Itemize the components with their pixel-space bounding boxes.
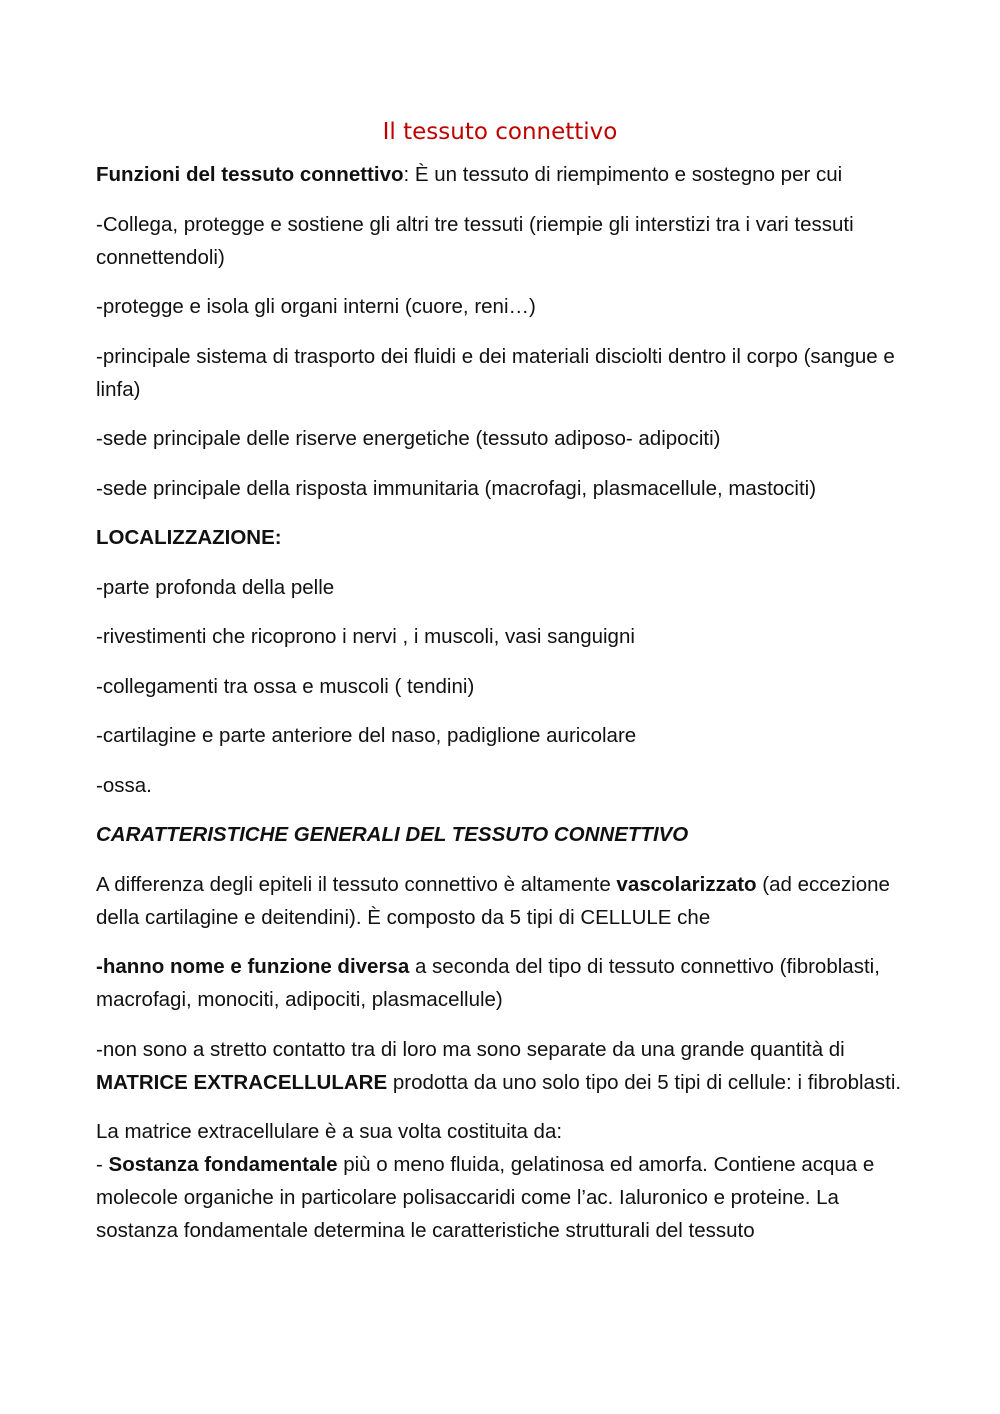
cell-names-term: -hanno nome e funzione diversa bbox=[96, 955, 410, 978]
sostanza-paragraph bbox=[96, 1148, 904, 1247]
localizzazione-item: -collegamenti tra ossa e muscoli ( tendini) bbox=[96, 674, 475, 698]
document-title: Il tessuto connettivo bbox=[382, 119, 618, 145]
function-item: -protegge e isola gli organi interni (cuore, reni…) bbox=[96, 295, 536, 318]
function-item: -sede principale della risposta immunitaria (macrofagi, plasmacellule, mastociti) bbox=[96, 476, 817, 500]
localizzazione-item: -ossa. bbox=[96, 773, 152, 797]
intro-label: Funzioni del tessuto connettivo bbox=[96, 163, 404, 186]
caratteristiche-paragraph-1 bbox=[96, 868, 904, 934]
function-item: -Collega, protegge e sostiene gli altri tre tessuti (riempie gli interstizi tra i vari tessuti connettendoli) bbox=[96, 212, 854, 269]
localizzazione-heading: LOCALIZZAZIONE: bbox=[96, 526, 282, 549]
caratteristiche-paragraph-2 bbox=[96, 950, 904, 1016]
text-run: -non sono a stretto contatto tra di loro ma sono separate da una grande quantità di bbox=[96, 1037, 845, 1061]
text-run: A differenza degli epiteli il tessuto connettivo è altamente bbox=[96, 872, 617, 896]
function-item: -sede principale delle riserve energetiche (tessuto adiposo- adipociti) bbox=[96, 427, 721, 450]
matrice-term: MATRICE EXTRACELLULARE bbox=[96, 1070, 388, 1094]
text-run: - bbox=[96, 1153, 109, 1176]
intro-paragraph bbox=[96, 158, 904, 191]
text-run: (ad eccezione della cartilagine e deitendini). È composto da 5 tipi di CELLULE che bbox=[96, 872, 890, 929]
sostanza-term: Sostanza fondamentale bbox=[108, 1153, 338, 1176]
intro-text: : È un tessuto di riempimento e sostegno per cui bbox=[403, 163, 843, 186]
vascolarizzato-term: vascolarizzato bbox=[616, 872, 757, 896]
localizzazione-item: -parte profonda della pelle bbox=[96, 575, 335, 599]
text-run: a seconda del tipo di tessuto connettivo (fibroblasti, macrofagi, monociti, adipociti, plasmacellule) bbox=[96, 955, 880, 1011]
text-run: più o meno fluida, gelatinosa ed amorfa. Contiene acqua e molecole organiche in particolare polisaccaridi come l’ac. Ialuronico e proteine. La sostanza fondamentale determina le caratteristiche strutturali del tessuto bbox=[96, 1153, 875, 1242]
caratteristiche-heading: CARATTERISTICHE GENERALI DEL TESSUTO CONNETTIVO bbox=[96, 823, 689, 846]
function-item: -principale sistema di trasporto dei fluidi e dei materiali disciolti dentro il corpo (sangue e linfa) bbox=[96, 344, 895, 401]
text-run: prodotta da uno solo tipo dei 5 tipi di cellule: i fibroblasti. bbox=[387, 1070, 902, 1094]
caratteristiche-paragraph-3 bbox=[96, 1033, 904, 1099]
matrice-intro: La matrice extracellulare è a sua volta costituita da: bbox=[96, 1120, 563, 1143]
localizzazione-item: -cartilagine e parte anteriore del naso, padiglione auricolare bbox=[96, 724, 637, 747]
localizzazione-item: -rivestimenti che ricoprono i nervi , i muscoli, vasi sanguigni bbox=[96, 625, 635, 648]
